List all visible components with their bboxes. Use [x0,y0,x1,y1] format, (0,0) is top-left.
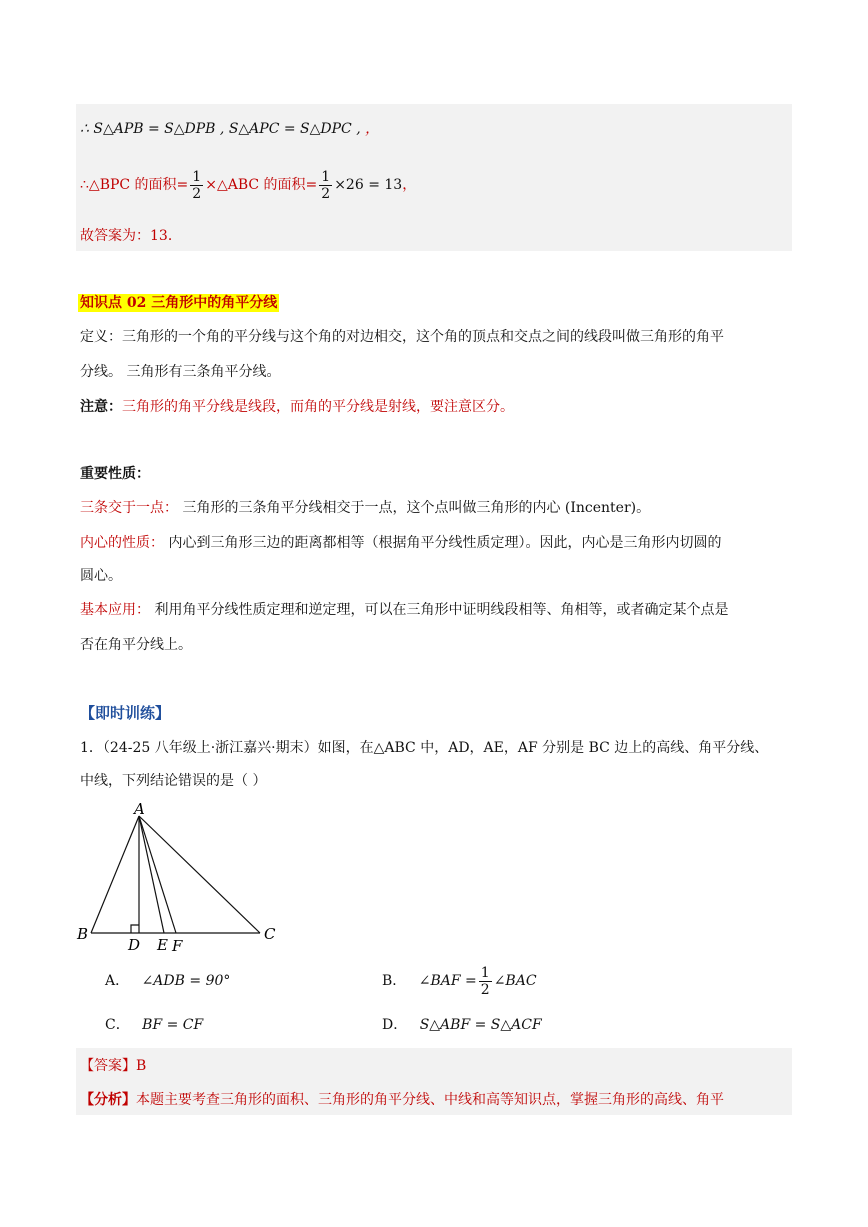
prop2-line [80,533,721,553]
fraction-half-2: $\frac{1}{2}$ [321,168,331,202]
option-c-text: BF = CF [142,1017,204,1033]
option-d-label: D． [382,1017,408,1033]
abc-area-label: ×△ABC 的面积= [205,177,318,193]
area-equations: S△APB = S△DPB , S△APC = S△DPC , [93,121,361,137]
label-d: D [128,936,141,954]
option-a-text: ∠ADB = 90° [141,973,231,989]
solution-line-2 [80,165,416,205]
option-b-label: B． [382,973,407,989]
question-1-line-2: 中线，下列结论错误的是（ ） [80,773,267,789]
prop1-line [80,498,650,518]
label-b: B [77,925,89,943]
option-d[interactable] [382,1015,542,1035]
option-c-label: C． [105,1017,130,1033]
option-b-left: ∠BAF = [418,973,477,989]
practice-heading: 【即时训练】 [80,704,171,722]
triangle-figure [74,800,284,955]
solution-line-1 [80,119,379,139]
knowledge-heading: 知识点 02 三角形中的角平分线 [80,295,278,311]
prop3-label: 基本应用： [80,602,150,618]
label-a: A [134,800,145,818]
note-line [80,397,514,417]
answer-strip [76,218,792,251]
prop1-text: 三角形的三条角平分线相交于一点，这个点叫做三角形的内心 (Incenter)。 [178,500,651,516]
note-text: 三角形的角平分线是线段，而角的平分线是射线，要注意区分。 [122,399,514,415]
prop3-line-2: 否在角平分线上。 [80,637,192,653]
option-b-right: ∠BAC [493,973,537,989]
prop2-text: 内心到三角形三边的距离都相等（根据角平分线性质定理）。因此，内心是三角形内切圆的 [164,535,722,551]
label-e: E [157,936,168,954]
prop2-line-2: 圆心。 [80,568,122,584]
option-b-fraction: $\frac{1}{2}$ [480,964,490,998]
prop3-line [80,600,728,620]
option-c[interactable] [105,1015,203,1035]
analysis-text: 本题主要考查三角形的面积、三角形的角平分线、中线和高等知识点，掌握三角形的高线、角平 [136,1092,724,1108]
props-heading: 重要性质： [80,466,150,482]
fraction-half: $\frac{1}{2}$ [192,168,202,202]
prop1-label: 三条交于一点： [80,500,178,516]
therefore-symbol: ∴ [80,177,89,193]
analysis-line [80,1090,724,1110]
comma: ， [365,121,380,137]
comma: ， [402,177,417,193]
option-a[interactable] [105,971,230,991]
definition-line-2: 分线。 三角形有三条角平分线。 [80,364,281,380]
label-c: C [264,925,276,943]
definition-line-1: 定义：三角形的一个角的平分线与这个角的对边相交，这个角的顶点和交点之间的线段叫做三角形的角平 [80,329,724,345]
answer-line: 故答案为：13． [80,228,182,244]
question-1-line-1: 1．（24-25 八年级上·浙江嘉兴·期末）如图，在△ABC 中，AD，AE，AF 分别是 BC 边上的高线、角平分线、 [80,740,769,756]
option-b[interactable] [382,961,537,1001]
therefore-symbol: ∴ [80,121,89,137]
option-d-text: S△ABF = S△ACF [419,1017,542,1033]
bisector-ae [139,816,164,933]
option-a-label: A． [105,973,130,989]
bpc-area-label: △BPC 的面积= [88,177,189,193]
prop2-label: 内心的性质： [80,535,164,551]
side-ab [91,816,139,933]
note-label: 注意： [80,399,122,415]
result-value: ×26 = 13 [334,177,403,193]
answer-label: 【答案】B [80,1058,147,1074]
label-f: F [172,937,183,955]
prop3-text: 利用角平分线性质定理和逆定理，可以在三角形中证明线段相等、角相等，或者确定某个点是 [150,602,729,618]
analysis-label: 【分析】 [80,1092,136,1108]
right-angle-mark [131,925,139,933]
